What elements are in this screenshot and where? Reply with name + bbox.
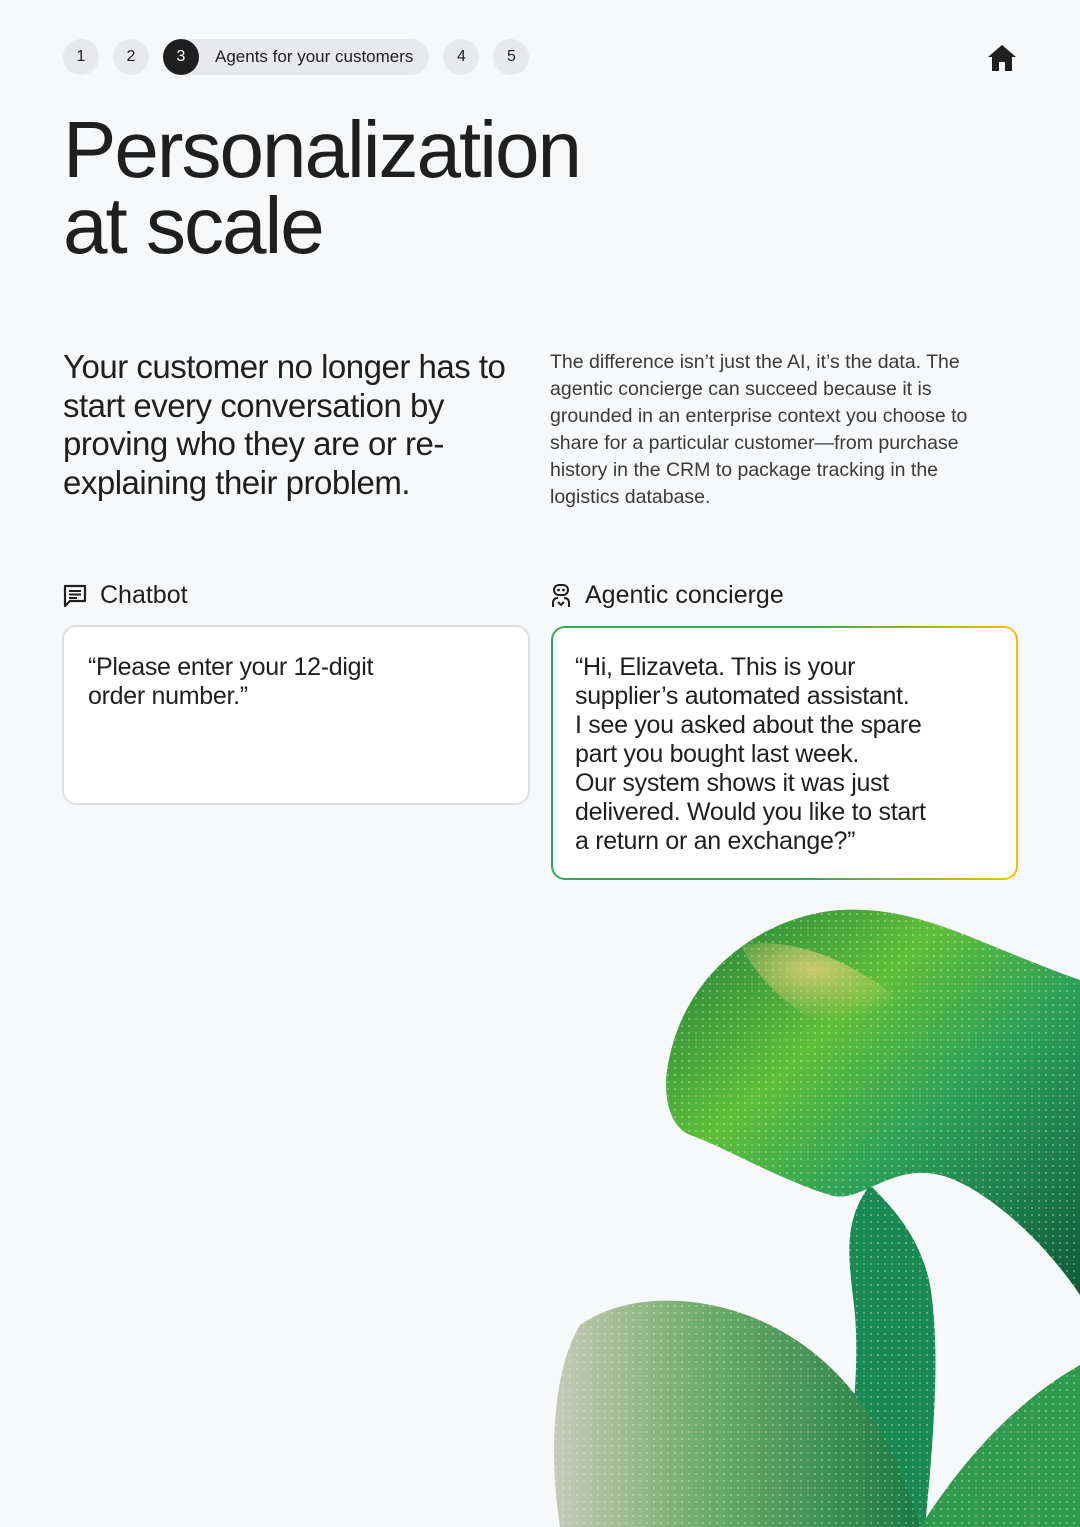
lead-paragraph: Your customer no longer has to start every conversation by proving who they are or re-explaining their problem.: [63, 348, 506, 501]
concierge-card-inner: [553, 628, 1016, 878]
page-title-line-2: at scale: [63, 181, 323, 270]
page-title: [63, 105, 580, 270]
nav-step-3-number: 3: [163, 39, 199, 75]
abstract-ribbon-artwork: [540, 905, 1080, 1527]
chatbot-heading-label: Chatbot: [100, 581, 188, 609]
chat-bubble-icon: [62, 583, 88, 609]
chatbot-heading: [62, 581, 188, 610]
nav-step-1-label: 1: [76, 48, 86, 65]
nav-step-3-active[interactable]: [163, 39, 429, 75]
nav-step-2-label: 2: [126, 48, 136, 65]
section-navigation: [63, 39, 529, 75]
nav-step-4-label: 4: [456, 48, 466, 65]
nav-step-5[interactable]: [493, 39, 529, 75]
page-title-line-1: Personalization: [63, 105, 580, 194]
nav-step-5-label: 5: [506, 48, 516, 65]
concierge-card: [551, 626, 1018, 880]
nav-step-1[interactable]: [63, 39, 99, 75]
nav-step-3-label: Agents for your customers: [215, 47, 414, 66]
nav-step-2[interactable]: [113, 39, 149, 75]
concierge-heading: [549, 581, 784, 610]
agent-icon: [549, 583, 573, 609]
concierge-quote: “Hi, Elizaveta. This is your supplier’s automated assistant. I see you asked about the spare part you bought last week. Our system shows it was just delivered. Would you like to start a return or an exchange?”: [575, 653, 926, 855]
chatbot-card: [62, 625, 530, 805]
side-paragraph: The difference isn’t just the AI, it’s the data. The agentic concierge can succeed because it is grounded in an enterprise context you choose to share for a particular customer—from purchase history in the CRM to package tracking in the logistics database.: [550, 351, 968, 508]
nav-step-4[interactable]: [443, 39, 479, 75]
home-icon[interactable]: [986, 42, 1018, 74]
chatbot-quote: “Please enter your 12-digit order number.”: [88, 653, 374, 710]
concierge-heading-label: Agentic concierge: [585, 581, 784, 609]
